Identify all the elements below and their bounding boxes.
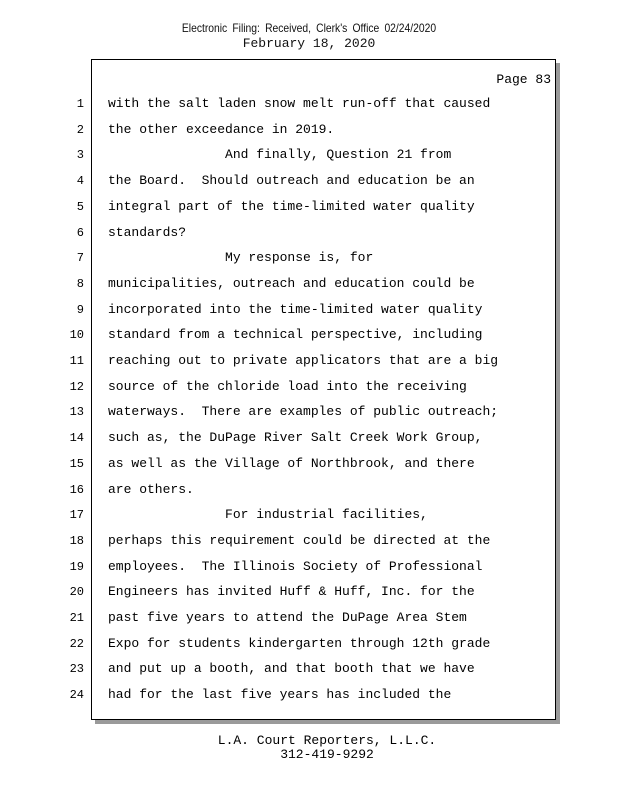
transcript-line: integral part of the time-limited water quality xyxy=(108,199,475,214)
line-number: 4 xyxy=(76,174,84,188)
line-number: 15 xyxy=(69,457,84,471)
line-number: 3 xyxy=(76,148,84,162)
transcript-line: the Board. Should outreach and education be an xyxy=(108,173,475,188)
footer-company: L.A. Court Reporters, L.L.C. xyxy=(217,733,437,748)
line-number: 18 xyxy=(69,534,84,548)
transcript-line: and put up a booth, and that booth that we have xyxy=(108,661,475,676)
line-number: 10 xyxy=(69,328,84,342)
line-number: 1 xyxy=(76,97,84,111)
transcript-line: For industrial facilities, xyxy=(108,507,428,522)
stamp-clerks: Clerk's xyxy=(316,21,348,35)
transcript-line: source of the chloride load into the receiving xyxy=(108,379,467,394)
line-number: 7 xyxy=(76,251,84,265)
line-number: 9 xyxy=(76,303,84,317)
stamp-received: Received, xyxy=(265,21,311,35)
transcript-line: Expo for students kindergarten through 12th grade xyxy=(108,636,491,651)
line-number: 14 xyxy=(69,431,84,445)
line-number: 11 xyxy=(69,354,84,368)
transcript-line: as well as the Village of Northbrook, and there xyxy=(108,456,475,471)
transcript-line: municipalities, outreach and education could be xyxy=(108,276,475,291)
transcript-line: incorporated into the time-limited water quality xyxy=(108,302,483,317)
transcript-line: standard from a technical perspective, including xyxy=(108,327,483,342)
line-number: 12 xyxy=(69,380,84,394)
line-number: 13 xyxy=(69,405,84,419)
line-number: 23 xyxy=(69,662,84,676)
line-number: 2 xyxy=(76,123,84,137)
page-number: Page 83 xyxy=(496,72,551,87)
stamp-electronic: Electronic xyxy=(181,21,228,35)
line-number: 6 xyxy=(76,226,84,240)
transcript-line: employees. The Illinois Society of Professional xyxy=(108,559,483,574)
transcript-line: waterways. There are examples of public outreach; xyxy=(108,404,499,419)
transcript-line: perhaps this requirement could be directed at the xyxy=(108,533,491,548)
stamp-office: Office xyxy=(352,21,380,35)
transcript-line: past five years to attend the DuPage Area Stem xyxy=(108,610,467,625)
transcript-line: standards? xyxy=(108,225,187,240)
transcript-line: with the salt laden snow melt run-off that caused xyxy=(108,96,491,111)
line-number: 22 xyxy=(69,637,84,651)
line-number: 21 xyxy=(69,611,84,625)
transcript-line: the other exceedance in 2019. xyxy=(108,122,335,137)
transcript-line: And finally, Question 21 from xyxy=(108,147,452,162)
footer-phone: 312-419-9292 xyxy=(280,747,374,762)
transcript-line: had for the last five years has included the xyxy=(108,687,452,702)
transcript-line: are others. xyxy=(108,482,194,497)
line-number: 20 xyxy=(69,585,84,599)
transcript-line: such as, the DuPage River Salt Creek Work Group, xyxy=(108,430,483,445)
line-number: 8 xyxy=(76,277,84,291)
hearing-date: February 18, 2020 xyxy=(242,36,376,51)
line-number: 19 xyxy=(69,560,84,574)
stamp-date: 02/24/2020 xyxy=(384,21,437,35)
line-number: 16 xyxy=(69,483,84,497)
line-number: 5 xyxy=(76,200,84,214)
line-number: 24 xyxy=(69,688,84,702)
line-number: 17 xyxy=(69,508,84,522)
electronic-filing-stamp xyxy=(43,21,574,35)
transcript-line: Engineers has invited Huff & Huff, Inc. for the xyxy=(108,584,475,599)
transcript-line: My response is, for xyxy=(108,250,374,265)
stamp-filing: Filing: xyxy=(232,21,260,35)
transcript-line: reaching out to private applicators that are a big xyxy=(108,353,499,368)
